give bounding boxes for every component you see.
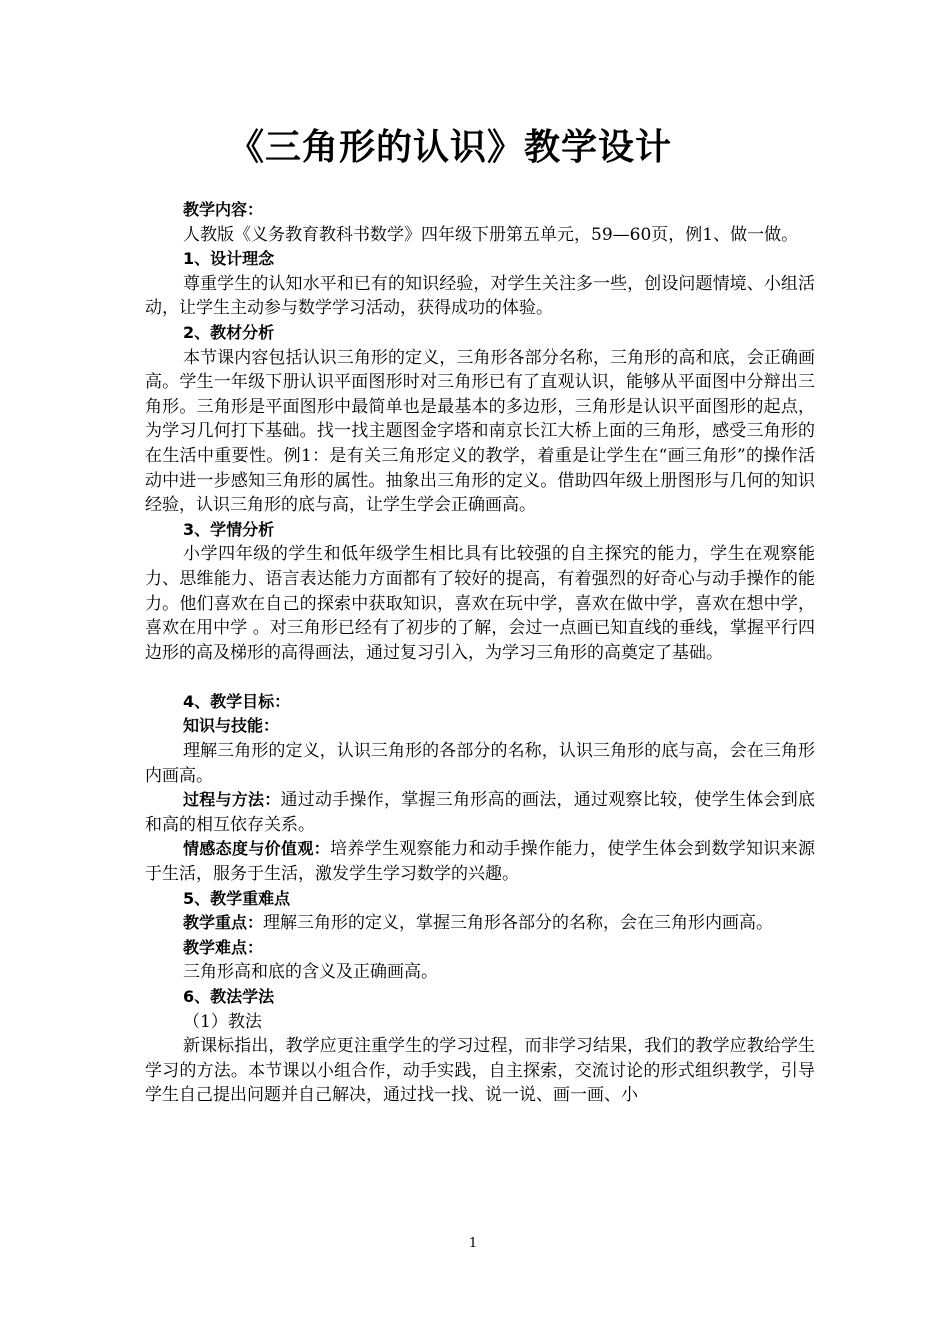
process-methods-lead: 过程与方法： <box>183 790 281 810</box>
page-number: 1 <box>468 1236 478 1251</box>
section-2-heading: 2、教材分析 <box>183 322 275 342</box>
section-4-heading: 4、教学目标： <box>183 691 291 711</box>
teaching-content-heading: 教学内容： <box>183 200 264 219</box>
emotion-values-paragraph <box>145 837 815 886</box>
paragraph-gap <box>145 665 815 690</box>
process-methods-paragraph <box>145 788 815 837</box>
emotion-values-text: 培养学生观察能力和动手操作能力，使学生体会到数学知识来源于生活，服务于生活，激发学生学习数学的兴趣。 <box>145 839 815 885</box>
key-points-paragraph <box>145 911 815 936</box>
document-body <box>145 198 815 1108</box>
emotion-values-lead: 情感态度与价值观： <box>183 839 330 859</box>
section-5-heading: 5、教学重难点 <box>183 888 291 908</box>
section-6-text: 新课标指出，教学应更注重学生的学习过程，而非学习结果，我们的教学应教给学生学习的方法。本节课以小组合作，动手实践，自主探索，交流讨论的形式组织教学，引导学生自己提出问题并自己解决，通过找一找、说一说、画一画、小 <box>145 1036 815 1106</box>
difficulty-heading: 教学难点： <box>183 937 264 957</box>
section-3-text: 小学四年级的学生和低年级学生相比具有比较强的自主探究的能力，学生在观察能力、思维能力、语言表达能力方面都有了较好的提高，有着强烈的好奇心与动手操作的能力。他们喜欢在自己的探索中获取知识，喜欢在玩中学，喜欢在做中学，喜欢在想中学，喜欢在用中学 。对三角形已经有了初步的了解，会过一点画已知直线的垂线，掌握平行四边形的高及梯形的高得画法，通过复习引入，为学习三角形的高奠定了基础。 <box>145 544 815 663</box>
teaching-content-text: 人教版《义务教育教科书数学》四年级下册第五单元，59—60页，例1、做一做。 <box>183 224 799 245</box>
difficulty-text: 三角形高和底的含义及正确画高。 <box>183 962 438 983</box>
teaching-method-subheading: （1）教法 <box>183 1011 262 1032</box>
section-2-text: 本节课内容包括认识三角形的定义，三角形各部分名称，三角形的高和底，会正确画高。学生一年级下册认识平面图形时对三角形已有了直观认识，能够从平面图中分辩出三角形。三角形是平面图形中最简单也是最基本的多边形，三角形是认识平面图形的起点，为学习几何打下基础。找一找主题图金字塔和南京长江大桥上面的三角形，感受三角形的在生活中重要性。例1：是有关三角形定义的教学，着重是让学生在“画三角形”的操作活动中进一步感知三角形的属性。抽象出三角形的定义。借助四年级上册图形与几何的知识经验，认识三角形的底与高，让学生学会正确画高。 <box>145 347 815 516</box>
section-3-heading: 3、学情分析 <box>183 519 275 539</box>
key-points-lead: 教学重点： <box>183 913 264 933</box>
section-6-heading: 6、教法学法 <box>183 987 275 1006</box>
knowledge-skills-heading: 知识与技能： <box>183 716 280 736</box>
knowledge-skills-text: 理解三角形的定义，认识三角形的各部分的名称，认识三角形的底与高，会在三角形内画高。 <box>145 741 815 786</box>
key-points-text: 理解三角形的定义，掌握三角形各部分的名称，会在三角形内画高。 <box>263 913 774 934</box>
section-1-heading: 1、设计理念 <box>183 249 275 269</box>
section-1-text: 尊重学生的认知水平和已有的知识经验，对学生关注多一些，创设问题情境、小组活动，让学生主动参与数学学习活动，获得成功的体验。 <box>145 273 815 319</box>
document-title: 《三角形的认识》教学设计 <box>227 127 672 168</box>
process-methods-text: 通过动手操作，掌握三角形高的画法，通过观察比较，使学生体会到底和高的相互依存关系。 <box>145 790 815 835</box>
